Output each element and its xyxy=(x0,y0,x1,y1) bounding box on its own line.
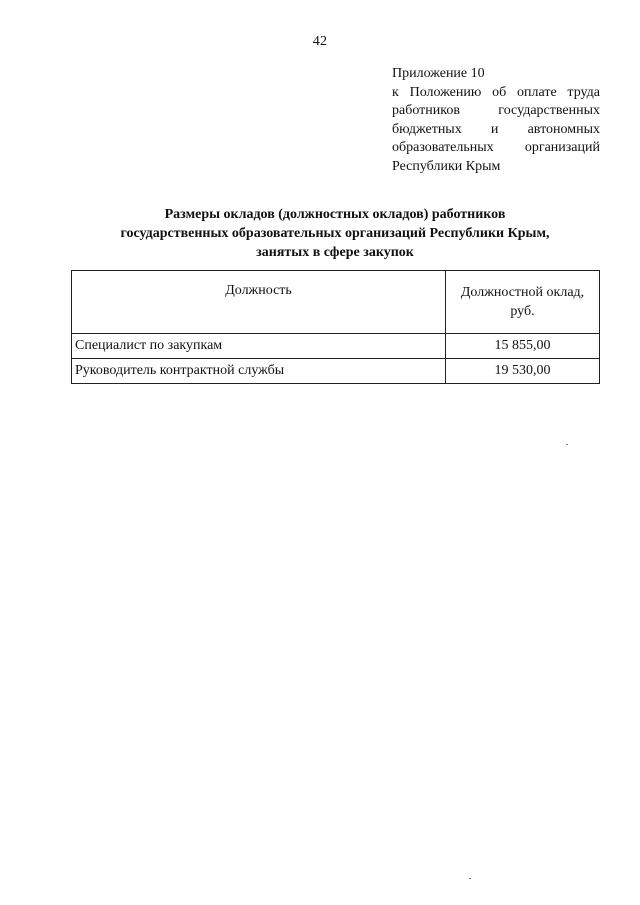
title-line: государственных образовательных организаций Республики Крым, xyxy=(120,226,550,241)
scan-speck xyxy=(566,444,568,445)
title-line: Размеры окладов (должностных окладов) работников xyxy=(164,207,506,222)
column-header-salary-unit: руб. xyxy=(510,304,535,319)
page-number: 42 xyxy=(312,34,328,49)
column-header-salary xyxy=(446,271,600,334)
cell-position: Специалист по закупкам xyxy=(72,334,446,359)
appendix-line: бюджетных и автономных xyxy=(392,121,600,137)
table-row xyxy=(72,334,600,359)
column-header-salary-line: Должностной оклад, xyxy=(460,285,585,300)
document-title xyxy=(70,205,600,262)
appendix-line: Республики Крым xyxy=(392,158,501,174)
column-header-position: Должность xyxy=(72,271,446,334)
appendix-line: образовательных организаций xyxy=(392,140,600,155)
appendix-reference xyxy=(392,65,600,176)
scan-speck xyxy=(469,878,471,879)
table-row xyxy=(72,359,600,384)
appendix-title: Приложение 10 xyxy=(392,66,485,81)
table-header-row xyxy=(72,271,600,334)
cell-salary: 15 855,00 xyxy=(446,334,600,359)
cell-salary: 19 530,00 xyxy=(446,359,600,384)
appendix-line: работников государственных xyxy=(392,103,600,118)
cell-position: Руководитель контрактной службы xyxy=(72,359,446,384)
appendix-line: к Положению об оплате труда xyxy=(392,84,600,100)
salary-table xyxy=(71,270,600,384)
title-line: занятых в сфере закупок xyxy=(256,245,414,260)
